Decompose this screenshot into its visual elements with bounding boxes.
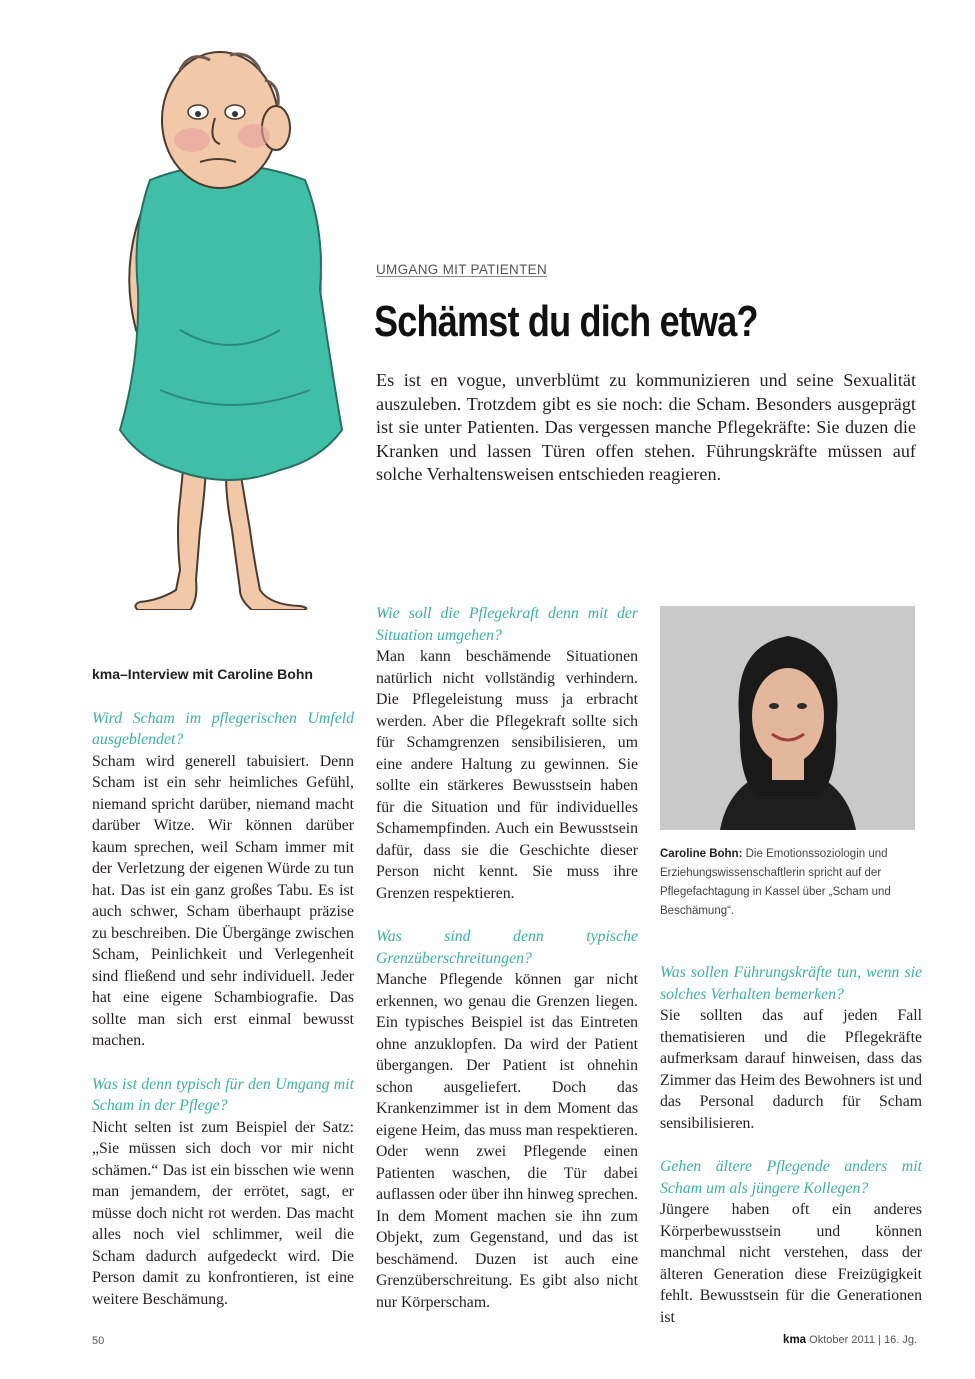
article-kicker: UMGANG MIT PATIENTEN	[376, 262, 548, 277]
interview-question: Was sind denn typische Grenzüberschreitungen?	[376, 928, 638, 967]
interview-answer: Manche Pflegende können gar nicht erkennen, wo genau die Grenzen liegen. Ein typisches Beispiel ist das Eintreten ohne anzuklopfen. Da wird der Patient übergangen. Der Patient ist ohnehin schon ausgeliefert. Doch das Krankenzimmer ist in dem Moment das eigene Heim, das muss man respektieren. Oder wenn zwei Pflegende einen Patienten waschen, die Tür dabei auflassen oder über ihn hinweg sprechen. In dem Moment machen sie ihn zum Objekt, zum Gegenstand, und das ist beschämend. Duzen ist auch eine Grenzüberschreitung. Es gibt also nicht nur Körperscham.	[376, 971, 638, 1311]
footer-issue	[783, 1334, 917, 1346]
photo-caption	[660, 845, 918, 921]
interview-answer: Jüngere haben oft ein anderes Körperbewusstsein und können manchmal nicht verstehen, dass der älteren Generation diese Freizügigkeit fehlt. Bewusstsein für die Generationen ist	[660, 1201, 922, 1326]
interview-answer: Nicht selten ist zum Beispiel der Satz: „Sie müssen sich doch vor mir nicht schämen.“ Das ist ein bisschen wie wenn man jemandem, der errötet, sagt, er müsse doch nicht rot werden. Das macht alles noch viel schlimmer, weil die Scham dadurch aufgedeckt wird. Die Person damit zu konfrontieren, ist eine weitere Beschämung.	[92, 1118, 354, 1308]
footer-brand: kma	[783, 1334, 807, 1346]
column-3	[660, 962, 922, 1328]
interview-answer: Man kann beschämende Situationen natürlich nicht vollständig verhindern. Die Pflegeleistung muss ja erbracht werden. Aber die Pflegekraft sollte sich für Schamgrenzen sensibilisieren, um eine andere Haltung zu gewinnen. Sie sollte ein stärkeres Bewusstsein haben für die Situation und für individuelles Schamempfinden. Auch ein Bewusstsein dafür, dass sie die Geschichte dieser Person nicht kennt. Sie muss ihre Grenzen respektieren.	[376, 648, 638, 902]
footer-volume: 16. Jg.	[883, 1334, 917, 1346]
column-2	[376, 603, 638, 1313]
interview-question: Wie soll die Pflegekraft denn mit der Situation umgehen?	[376, 605, 638, 644]
interview-question: Was ist denn typisch für den Umgang mit Scham in der Pflege?	[92, 1075, 354, 1114]
article-lead: Es ist en vogue, unverblümt zu kommunizieren und seine Sexualität auszuleben. Trotzdem gibt es sie noch: die Scham. Besonders ausgeprägt ist sie unter Patienten. Das vergessen manche Pflegekräfte: Sie duzen die Kranken und lassen Türen offen stehen. Führungskräfte müssen auf solche Verhaltensweisen entschieden reagieren.	[376, 370, 916, 484]
column-1	[92, 664, 354, 1310]
footer-separator: |	[878, 1334, 881, 1346]
interview-question: Was sollen Führungskräfte tun, wenn sie solches Verhalten bemerken?	[660, 964, 922, 1003]
footer-issue-date: Oktober 2011	[809, 1334, 875, 1346]
caption-name: Caroline Bohn:	[660, 848, 743, 860]
article-headline: Schämst du dich etwa?	[374, 297, 758, 346]
portrait-photo	[660, 606, 915, 830]
caption-text: Die Emotionssoziologin und Erziehungswissenschaftlerin spricht auf der Pflegefachtagung in Kassel über „Scham und Beschämung“.	[660, 848, 891, 917]
interview-answer: Scham wird generell tabuisiert. Denn Scham ist ein sehr heimliches Gefühl, niemand spricht darüber, niemand macht darüber Witze. Wir können darüber kaum sprechen, weil Scham immer mit der Verletzung der eigenen Würde zu tun hat. Das ist ein ganz großes Tabu. Es ist auch schwer, Scham überhaupt präzise zu beschreiben. Die Übergänge zwischen Scham, Peinlichkeit und Verlegenheit sind fließend und sehr individuell. Jeder hat eine eigene Schambiografie. Das sollte man sich erst einmal bewusst machen.	[92, 752, 354, 1049]
interview-label: kma–Interview mit Caroline Bohn	[92, 666, 313, 682]
interview-answer: Sie sollten das auf jeden Fall thematisieren und die Pflegekräfte aufmerksam darauf hinweisen, dass das Zimmer das Heim des Bewohners ist und das Personal dadurch für Scham sensibilisieren.	[660, 1007, 922, 1132]
interview-question: Wird Scham im pflegerischen Umfeld ausgeblendet?	[92, 709, 354, 748]
page-number: 50	[92, 1335, 105, 1347]
interview-question: Gehen ältere Pflegende anders mit Scham um als jüngere Kollegen?	[660, 1158, 922, 1197]
patient-illustration	[80, 30, 370, 610]
